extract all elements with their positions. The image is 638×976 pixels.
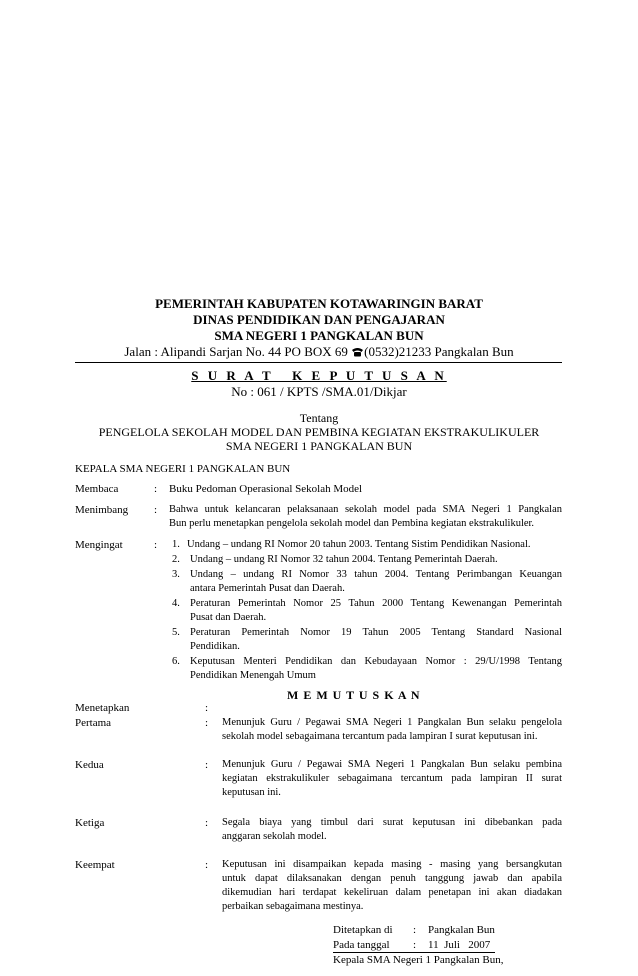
mengingat-item-line: Peraturan Pemerintah Nomor 19 Tahun 2005 Tentang Standard Nasional — [190, 627, 562, 638]
menimbang-colon: : — [154, 504, 158, 516]
signature-signer: Kepala SMA Negeri 1 Pangkalan Bun, — [333, 954, 504, 966]
decision-label-keempat: Keempat — [75, 859, 115, 871]
decision-colon: : — [205, 859, 209, 871]
mengingat-item-number: 3. — [172, 569, 180, 580]
signature-place-value: Pangkalan Bun — [428, 924, 495, 936]
menimbang-label: Menimbang — [75, 504, 129, 516]
membaca-label: Membaca — [75, 483, 119, 495]
letterhead-line-3: SMA NEGERI 1 PANGKALAN BUN — [214, 328, 424, 343]
mengingat-item-number: 6. — [172, 656, 180, 667]
decision-line: perbaikan sebagaimana mestinya. — [222, 901, 364, 912]
mengingat-item-line: Peraturan Pemerintah Nomor 25 Tahun 2000 Tentang Kewenangan Pemerintah — [190, 598, 562, 609]
mengingat-item-number: 1. — [172, 539, 180, 550]
decision-label-kedua: Kedua — [75, 759, 104, 771]
mengingat-item-number: 5. — [172, 627, 180, 638]
mengingat-item-number: 2. — [172, 554, 180, 565]
decision-line: Menunjuk Guru / Pegawai SMA Negeri 1 Pangkalan Bun selaku pengelola — [222, 717, 562, 728]
decision-line: Keputusan ini disampaikan kepada masing - masing yang bersangkutan — [222, 859, 562, 870]
mengingat-item-line: Undang – undang RI Nomor 32 tahun 2004. Tentang Pemerintah Daerah. — [190, 554, 498, 565]
mengingat-label: Mengingat — [75, 539, 123, 551]
menetapkan-colon: : — [205, 702, 209, 714]
letterhead-line-2: DINAS PENDIDIKAN DAN PENGAJARAN — [193, 312, 445, 327]
signature-date-colon: : — [413, 939, 417, 951]
letterhead-divider — [75, 362, 562, 363]
signature-place-label: Ditetapkan di — [333, 924, 393, 936]
decision-line: Segala biaya yang timbul dari surat keputusan ini dibebankan pada — [222, 817, 562, 828]
membaca-text: Buku Pedoman Operasional Sekolah Model — [169, 483, 363, 495]
menimbang-line-1: Bahwa untuk kelancaran pelaksanaan sekolah model pada SMA Negeri 1 Pangkalan — [169, 504, 562, 515]
mengingat-colon: : — [154, 539, 158, 551]
signature-date-value: 11 Juli 2007 — [428, 939, 491, 951]
document-number: No : 061 / KPTS /SMA.01/Dikjar — [231, 384, 407, 399]
subject-line-1: PENGELOLA SEKOLAH MODEL DAN PEMBINA KEGIATAN EKSTRAKULIKULER — [98, 425, 540, 439]
decision-line: untuk dapat dilaksanakan dengan penuh tanggung jawab dan apabila — [222, 873, 562, 884]
decision-colon: : — [205, 759, 209, 771]
mengingat-item-line: Pendidikan Menengah Umum — [190, 670, 316, 681]
decision-label-ketiga: Ketiga — [75, 817, 105, 829]
memutuskan-heading: M E M U T U S K A N — [287, 688, 421, 702]
decision-colon: : — [205, 717, 209, 729]
decision-line: Menunjuk Guru / Pegawai SMA Negeri 1 Pangkalan Bun selaku pembina — [222, 759, 562, 770]
authority-heading: KEPALA SMA NEGERI 1 PANGKALAN BUN — [75, 463, 291, 475]
subject-label: Tentang — [299, 411, 339, 425]
mengingat-item-line: Undang – undang RI Nomor 20 tahun 2003. Tentang Sistim Pendidikan Nasional. — [187, 539, 531, 550]
membaca-colon: : — [154, 483, 158, 495]
mengingat-item-line: Undang – undang RI Nomor 33 tahun 2004. Tentang Perimbangan Keuangan — [190, 569, 562, 580]
decision-label-pertama: Pertama — [75, 717, 112, 729]
address-suffix: (0532)21233 Pangkalan Bun — [364, 344, 514, 359]
mengingat-item-line: Pendidikan. — [190, 641, 240, 652]
letterhead-line-1: PEMERINTAH KABUPATEN KOTAWARINGIN BARAT — [155, 296, 483, 311]
signature-place-colon: : — [413, 924, 417, 936]
menetapkan-label: Menetapkan — [75, 702, 130, 714]
mengingat-item-line: Keputusan Menteri Pendidikan dan Kebudayaan Nomor : 29/U/1998 Tentang — [190, 656, 562, 667]
letterhead-address — [0, 344, 638, 360]
address-prefix: Jalan : Alipandi Sarjan No. 44 PO BOX 69 — [124, 344, 348, 359]
document-title: S U R A T K E P U T U S A N — [191, 368, 447, 383]
decision-line: dikemudian hari terdapat kekeliruan dalam penetapan ini akan diadakan — [222, 887, 562, 898]
menimbang-line-2: Bun perlu menetapkan pengelola sekolah model dan Pembina kegiatan ekstrakulikuler. — [169, 518, 535, 529]
decision-line: keputusan ini. — [222, 787, 281, 798]
decision-line: anggaran sekolah model. — [222, 831, 327, 842]
subject-line-2: SMA NEGERI 1 PANGKALAN BUN — [225, 439, 413, 453]
mengingat-item-number: 4. — [172, 598, 180, 609]
signature-date-label: Pada tanggal — [333, 939, 390, 951]
mengingat-item-line: Pusat dan Daerah. — [190, 612, 267, 623]
decision-colon: : — [205, 817, 209, 829]
decision-line: kegiatan ekstrakulikuler sebagaimana tercantum pada lampiran II surat — [222, 773, 562, 784]
mengingat-item-line: antara Pemerintah Pusat dan Daerah. — [190, 583, 345, 594]
telephone-icon — [351, 347, 364, 357]
decision-line: sekolah model sebagaimana tercantum pada lampiran I surat keputusan ini. — [222, 731, 538, 742]
